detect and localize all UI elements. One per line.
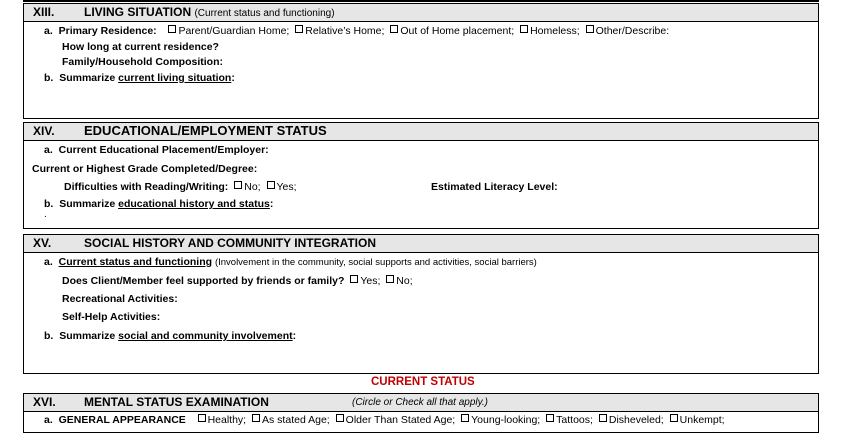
checkbox-unkempt[interactable] xyxy=(670,414,678,422)
checkbox-parent-home[interactable] xyxy=(168,25,176,33)
literacy-level-label: Estimated Literacy Level: xyxy=(431,181,558,193)
current-status-description: (Involvement in the community, social supports and activities, social barriers) xyxy=(214,257,537,268)
option-label: Yes; xyxy=(276,181,297,193)
summarize-label: Summarize xyxy=(59,330,119,342)
item-prefix: a. xyxy=(44,414,53,426)
section-social-history xyxy=(23,234,819,374)
option-label: Parent/Guardian Home; xyxy=(178,25,290,37)
family-composition-label: Family/Household Composition: xyxy=(62,56,224,68)
summarize-label: Summarize xyxy=(59,72,119,84)
item-prefix: b. xyxy=(44,330,54,342)
section-title: EDUCATIONAL/EMPLOYMENT STATUS xyxy=(84,123,327,138)
summarize-education-row xyxy=(44,198,273,210)
item-prefix: a. xyxy=(44,256,53,268)
checkbox-as-stated-age[interactable] xyxy=(252,414,260,422)
self-help-label: Self-Help Activities: xyxy=(62,311,161,323)
option-label: Older Than Stated Age; xyxy=(345,414,456,426)
current-status-label: Current status and functioning xyxy=(58,256,213,268)
section-number: XIII. xyxy=(33,5,55,19)
section-header xyxy=(24,394,818,412)
checkbox-relative-home[interactable] xyxy=(295,25,303,33)
how-long-label: How long at current residence? xyxy=(62,41,219,53)
label-colon: : xyxy=(231,72,235,84)
section-number: XV. xyxy=(33,236,52,250)
summarize-living-row xyxy=(44,72,235,84)
checkbox-older[interactable] xyxy=(336,414,344,422)
section-educational-status xyxy=(23,122,819,229)
checkbox-homeless[interactable] xyxy=(520,25,528,33)
current-status-heading: CURRENT STATUS xyxy=(371,376,475,388)
checkbox-supported-no[interactable] xyxy=(386,275,394,283)
checkbox-young-looking[interactable] xyxy=(461,414,469,422)
stray-dot: . xyxy=(44,209,47,220)
section-header xyxy=(24,235,818,253)
option-label: Young-looking; xyxy=(471,414,541,426)
checkbox-supported-yes[interactable] xyxy=(350,275,358,283)
general-appearance-row xyxy=(44,414,725,426)
section-header xyxy=(24,123,818,141)
option-label: Tattoos; xyxy=(556,414,593,426)
current-status-row xyxy=(44,256,537,268)
label-colon: : xyxy=(269,198,274,210)
recreational-label: Recreational Activities: xyxy=(62,293,178,305)
section-number: XIV. xyxy=(33,124,55,138)
section-title: MENTAL STATUS EXAMINATION xyxy=(84,395,269,409)
educational-placement-label: Current Educational Placement/Employer: xyxy=(58,144,269,156)
option-label: Homeless; xyxy=(530,25,580,37)
supported-row xyxy=(62,275,413,287)
top-border-line xyxy=(23,0,819,2)
section-title: SOCIAL HISTORY AND COMMUNITY INTEGRATION xyxy=(84,236,377,250)
general-appearance-label: GENERAL APPEARANCE xyxy=(58,414,186,426)
option-label: Healthy; xyxy=(207,414,247,426)
difficulties-row xyxy=(64,181,297,193)
item-prefix: a. xyxy=(44,25,53,37)
highest-grade-label: Current or Highest Grade Completed/Degree: xyxy=(32,163,258,175)
summarize-label: Summarize xyxy=(59,198,119,210)
summarize-underlined: current living situation xyxy=(118,72,232,84)
option-label: Relative’s Home; xyxy=(305,25,385,37)
supported-label: Does Client/Member feel supported by friends or family? xyxy=(62,275,345,287)
section-title xyxy=(84,5,335,19)
section-subtitle: (Circle or Check all that apply.) xyxy=(352,397,488,408)
checkbox-other[interactable] xyxy=(586,25,594,33)
option-label: Yes; xyxy=(360,275,381,287)
section-mental-status xyxy=(23,393,819,433)
checkbox-disheveled[interactable] xyxy=(599,414,607,422)
difficulties-label: Difficulties with Reading/Writing: xyxy=(64,181,229,193)
summarize-social-row xyxy=(44,330,296,342)
option-label: Other/Describe: xyxy=(595,25,670,37)
educational-placement-row xyxy=(44,144,269,156)
checkbox-tattoos[interactable] xyxy=(546,414,554,422)
checkbox-difficulties-no[interactable] xyxy=(234,181,242,189)
checkbox-difficulties-yes[interactable] xyxy=(267,181,275,189)
item-prefix: b. xyxy=(44,72,54,84)
option-label: Out of Home placement; xyxy=(400,25,515,37)
checkbox-healthy[interactable] xyxy=(198,414,206,422)
primary-residence-row xyxy=(44,25,669,37)
item-prefix: a. xyxy=(44,144,53,156)
item-prefix: b. xyxy=(44,198,54,210)
section-number: XVI. xyxy=(33,395,56,409)
option-label: Unkempt; xyxy=(679,414,725,426)
title-text: LIVING SITUATION xyxy=(84,5,192,19)
option-label: Disheveled; xyxy=(608,414,664,426)
summarize-underlined: social and community involvement xyxy=(118,330,293,342)
summarize-underlined: educational history and status xyxy=(118,198,270,210)
section-subtitle: (Current status and functioning) xyxy=(194,8,335,19)
option-label: As stated Age; xyxy=(262,414,330,426)
section-living-situation xyxy=(23,3,819,119)
option-label: No; xyxy=(396,275,413,287)
checkbox-out-of-home[interactable] xyxy=(390,25,398,33)
option-label: No; xyxy=(244,181,261,193)
section-header xyxy=(24,4,818,22)
primary-residence-label: Primary Residence: xyxy=(58,25,157,37)
label-colon: : xyxy=(292,330,297,342)
